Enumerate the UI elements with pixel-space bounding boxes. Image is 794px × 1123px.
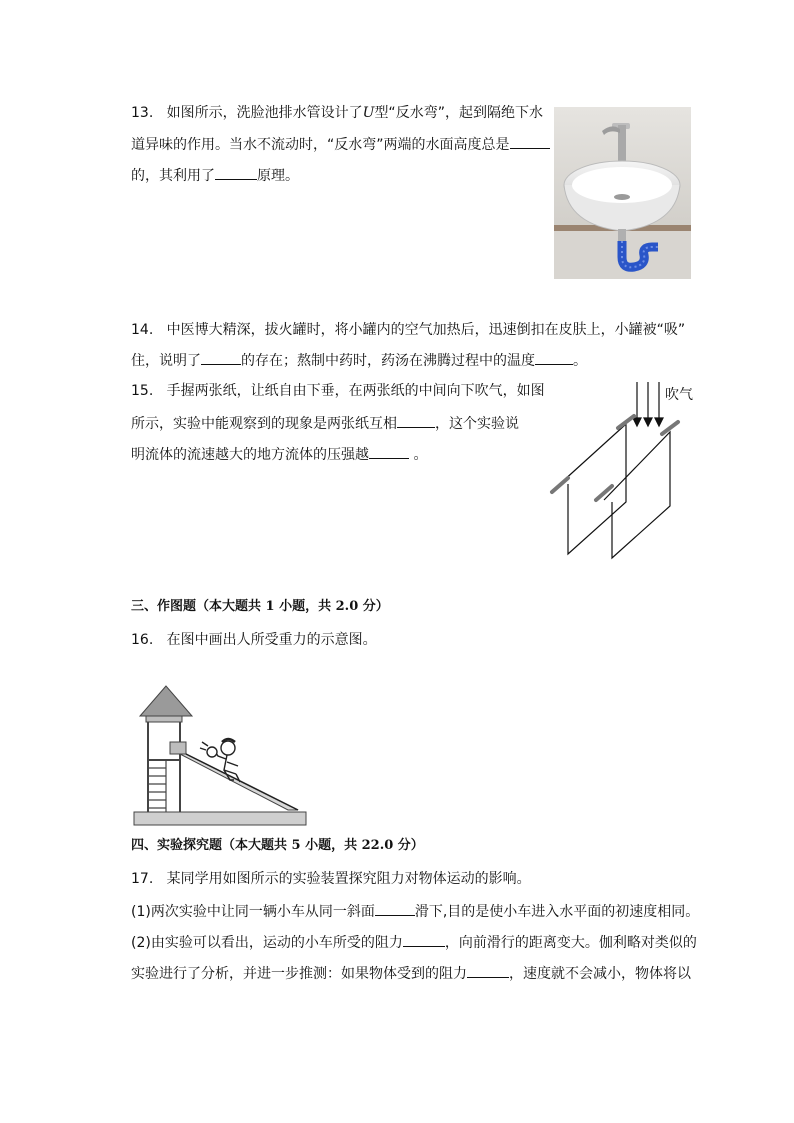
q17-text: (1)两次实验中让同一辆小车从同一斜面 [131, 904, 375, 920]
sink-figure [554, 107, 691, 279]
q17-text: 滑下,目的是使小车进入水平面的初速度相同。 [414, 904, 700, 920]
q15-text: 。 [413, 447, 428, 463]
q15-line2 [131, 413, 519, 434]
q14-line2 [131, 350, 587, 371]
q16-number: 16. [131, 632, 154, 648]
slide-box [170, 742, 186, 754]
q14-text: 。 [573, 353, 587, 369]
ground-base [134, 812, 306, 825]
q15-text: 明流体的流速越大的地方流体的压强越 [131, 447, 369, 463]
q16-line [131, 630, 377, 650]
arrow-head [633, 418, 641, 426]
child-figure [200, 739, 240, 782]
answer-blank[interactable] [369, 444, 409, 459]
q13-line3 [131, 165, 299, 186]
section-3-heading: 三、作图题（本大题共 1 小题，共 2.0 分） [131, 599, 389, 614]
answer-blank[interactable] [397, 413, 435, 428]
answer-blank[interactable] [201, 350, 241, 365]
q13-text: 的，其利用了 [131, 168, 215, 184]
q15-line3 [131, 444, 427, 465]
blow-label: 吹气 [665, 387, 693, 403]
q17-text: ，向前滑行的距离变大。伽利略对类似的 [444, 935, 697, 951]
q14-number: 14. [131, 322, 154, 338]
q15-text: 所示，实验中能观察到的现象是两张纸互相 [131, 416, 397, 432]
q13-u-letter: U [362, 105, 375, 121]
q13-text: 型“反水弯”，起到隔绝下水 [374, 105, 543, 121]
paper-blowing-figure [540, 378, 700, 562]
q17-text: 实验进行了分析，并进一步推测：如果物体受到的阻力 [131, 966, 467, 982]
slide-figure [130, 684, 310, 829]
q17-line1 [131, 869, 531, 889]
q13-text: 原理。 [257, 168, 299, 184]
q14-line1 [131, 320, 685, 340]
q17-line4 [131, 963, 691, 984]
q13-text: 如图所示，洗脸池排水管设计了 [166, 105, 363, 121]
q14-text: 中医博大精深，拔火罐时，将小罐内的空气加热后，迅速倒扣在皮肤上，小罐被“吸” [166, 322, 686, 338]
q14-text: 的存在；熬制中药时，药汤在沸腾过程中的温度 [241, 353, 535, 369]
q17-text: ，速度就不会减小，物体将以 [509, 966, 691, 982]
q13-line2 [131, 134, 550, 155]
answer-blank[interactable] [375, 901, 415, 916]
q15-text: 手握两张纸，让纸自由下垂，在两张纸的中间向下吹气，如图 [166, 383, 545, 399]
answer-blank[interactable] [535, 350, 573, 365]
q14-text: 住，说明了 [131, 353, 201, 369]
q13-number: 13. [131, 105, 154, 121]
q13-text: 道异味的作用。当水不流动时，“反水弯”两端的水面高度总是 [131, 137, 510, 153]
q13-line1 [131, 103, 543, 123]
q17-number: 17. [131, 871, 154, 887]
answer-blank[interactable] [215, 165, 257, 180]
hand-grip [552, 478, 568, 492]
paper-left [562, 424, 626, 554]
q17-line2 [131, 901, 699, 922]
q15-line1 [131, 381, 545, 401]
q17-text: (2)由实验可以看出，运动的小车所受的阻力 [131, 935, 403, 951]
paper-right [604, 432, 670, 558]
q16-text: 在图中画出人所受重力的示意图。 [166, 632, 377, 648]
arrow-head [644, 418, 652, 426]
q17-text: 某同学用如图所示的实验装置探究阻力对物体运动的影响。 [166, 871, 531, 887]
answer-blank[interactable] [403, 932, 445, 947]
answer-blank[interactable] [510, 134, 550, 149]
q15-number: 15. [131, 383, 154, 399]
section-4-heading: 四、实验探究题（本大题共 5 小题，共 22.0 分） [131, 838, 424, 853]
answer-blank[interactable] [467, 963, 509, 978]
hand-grip [596, 486, 612, 500]
q15-text: ，这个实验说 [435, 416, 519, 432]
slide-roof [140, 686, 192, 716]
arrow-head [655, 418, 663, 426]
q17-line3 [131, 932, 697, 953]
